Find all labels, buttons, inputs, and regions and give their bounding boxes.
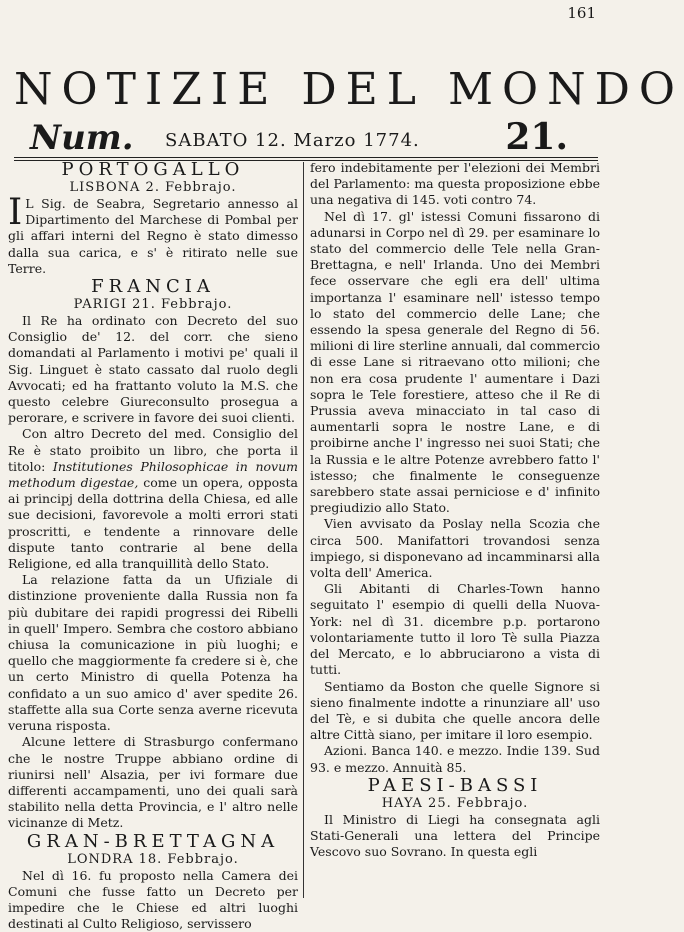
dateline-lisbon: LISBONA 2. Febbrajo. xyxy=(69,180,237,195)
num-label: Num. xyxy=(30,118,134,158)
article-paragraph: Il Ministro di Liegi ha consegnata agli Stati-Generali una lettera del Principe Vescovo suo Sovrano. In questa egli xyxy=(310,811,600,860)
article-paragraph: Sentiamo da Boston che quelle Signore si sieno finalmente indotte a rinunziare all' uso del Tè, e si dubita che quelle ancora delle altre Città siano, per imitare il loro esempio. xyxy=(310,678,600,743)
dateline-hague: HAYA 25. Febbrajo. xyxy=(381,795,529,811)
header-rule-top xyxy=(14,157,598,158)
article-paragraph: Il Re ha ordinato con Decreto del suo Consiglio de' 12. del corr. che sieno domandati al Parlamento i motivi pe' quali il Sig. Linguet è stato cassato dal ruolo degli Avvocati; ed ha frattanto voluto la M.S. che questo celebre Giureconsulto prosegua a perorare, e scrivere in favore dei suoi clienti. xyxy=(8,313,298,426)
column-divider xyxy=(303,162,304,898)
article-paragraph: Alcune lettere di Strasburgo confermano che le nostre Truppe abbiano ordine di riunirsi nell' Alsazia, per ivi formare due differenti accampamenti, uno dei quali sarà stabilito nella detta Provincia, e l' altro nelle vicinanze di Metz. xyxy=(8,734,298,831)
article-lisbon xyxy=(8,192,298,277)
article-paragraph xyxy=(8,426,298,572)
section-heading-france: FRANCIA xyxy=(91,276,215,298)
stock-quotes: Azioni. Banca 140. e mezzo. Indie 139. Sud 93. e mezzo. Annuità 85. xyxy=(310,743,600,775)
section-heading-gran-brettagna: GRAN-BRETTAGNA xyxy=(26,830,280,852)
article-paragraph: Vien avvisato da Poslay nella Scozia che circa 500. Manifattori trovandosi senza impiego, si disponevano ad incamminarsi alla volta dell' America. xyxy=(310,516,600,581)
article-paragraph: fero indebitamente per l'elezioni dei Membri del Parlamento: ma questa proposizione ebbe una negativa di 145. voti contro 74. xyxy=(310,160,600,208)
article-paragraph: Gli Abitanti di Charles-Town hanno seguitato l' esempio di quelli della Nuova-York: nel dì 31. dicembre p.p. portarono volontariamente tutto il loro Tè sulla Piazza del Mercato, e lo abbruciarono a vista di tutti. xyxy=(310,581,600,678)
drop-capital: I xyxy=(8,192,23,233)
article-text: come un opera, opposta ai principj della dottrina della Chiesa, ed alle sue decisioni, favorevole a molti errori stati proscritti, e tendente a rinnovare delle dispute tanto contrarie al bene della Religione, ed alla tranquillità dello Stato. xyxy=(8,475,299,572)
left-column xyxy=(8,160,298,932)
right-column xyxy=(310,160,600,860)
article-text: Con altro Decreto del med. Consiglio del Re è stato proibito un libro, che porta il titolo: xyxy=(8,426,298,474)
section-heading-paesi-bassi: PAESI-BASSI xyxy=(367,774,543,796)
article-paragraph: Nel dì 17. gl' istessi Comuni fissarono di adunarsi in Corpo nel dì 29. per esaminare lo stato del commercio delle Tele nella Gran-Brettagna, e nell' Irlanda. Uno dei Membri fece osservare che egli era dell' ultima importanza l' esaminare nell' istesso tempo lo stato del commercio delle Lane; che essendo la spesa generale del Regno di 56. milioni di lire sterline annuali, dal commercio di esse Lane si ritraevano otto milioni; che non era cosa prudente l' aumentare i Dazi sopra le Tele forestiere, atteso che il Re di Prussia aveva minacciato in tal caso di aumentarli sopra le nostre Lane, e di proibirne anche l' ingresso nei suoi Stati; che la Russia e le altre Potenze avrebbero fatto l' istesso; che finalmente le conseguenze sarebbero state assai perniciose e d' infinito pregiudizio allo Stato. xyxy=(310,208,600,516)
article-paragraph: La relazione fatta da un Ufiziale di distinzione proveniente dalla Russia non fa più dubitare dei rapidi progressi dei Ribelli in quell' Impero. Sembra che costoro abbiano chiusa la comunicazione in più luoghi; e quello che maggiormente fa credere si è, che un certo Ministro di quella Potenza ha confidato a un suo amico d' aver spedite 26. staffette alla sua Corte senza averne ricevuta veruna risposta. xyxy=(8,572,298,734)
masthead-title: NOTIZIE DEL MONDO xyxy=(14,64,684,115)
dateline-london: LONDRA 18. Febbrajo. xyxy=(67,851,239,867)
page-number: 161 xyxy=(567,4,596,22)
article-lisbon-text: L Sig. de Seabra, Segretario annesso al Dipartimento del Marchese di Pombal per gli affari interni del Regno è stato dimesso dalla sua carica, e s' è ritirato nelle sue Terre. xyxy=(8,196,298,276)
issue-date: SABATO 12. Marzo 1774. xyxy=(165,130,420,151)
dateline-paris: PARIGI 21. Febbrajo. xyxy=(73,297,233,313)
section-heading-portugal: PORTOGALLO xyxy=(61,159,245,180)
issue-line xyxy=(30,118,590,160)
book-title: Institutiones Philosophicae in novum methodum digestae, xyxy=(8,458,298,491)
issue-number: 21. xyxy=(505,116,568,158)
article-paragraph: Nel dì 16. fu proposto nella Camera dei Comuni che fusse fatto un Decreto per impedire che le Chiese ed altri luoghi destinati al Culto Religioso, servissero xyxy=(8,867,298,932)
